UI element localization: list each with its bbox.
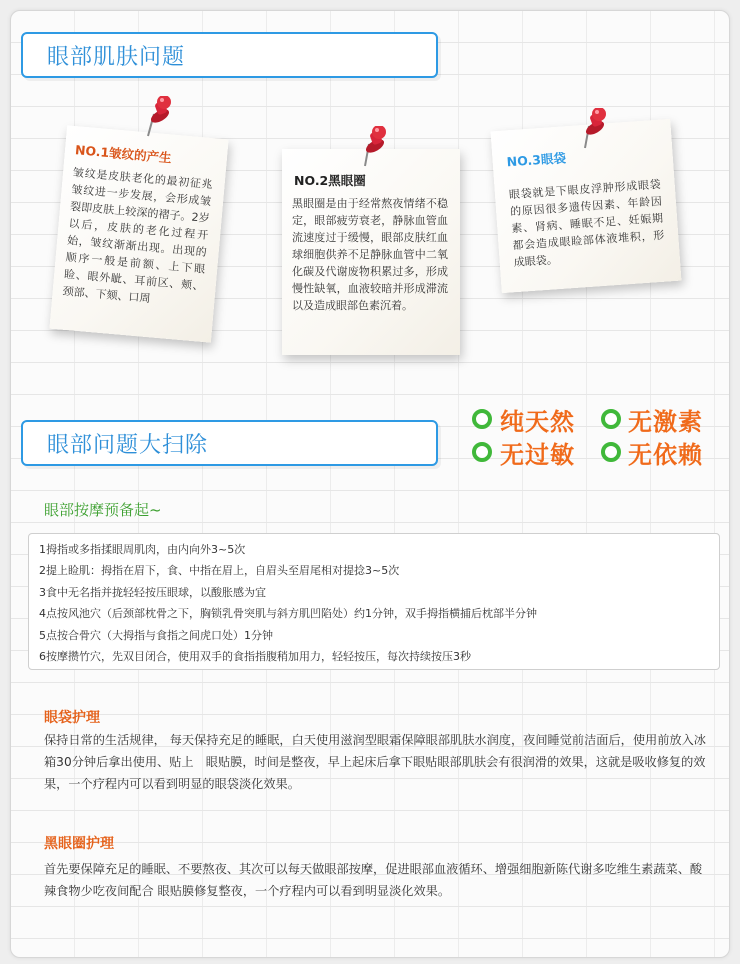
massage-steps-box	[28, 533, 720, 670]
massage-step: 5点按合骨穴（大拇指与食指之间虎口处）1分钟	[39, 628, 273, 642]
section-title-text: 眼部肌肤问题	[47, 45, 186, 70]
push-pin-icon	[140, 96, 180, 140]
eyebag-care-text: 保持日常的生活规律， 每天保持充足的睡眠，白天使用滋润型眼霜保障眼部肌肤水润度，夜间睡觉前洁面后，使用前放入冰箱30分钟后拿出使用、贴上 眼贴膜，时间是整夜，早上起床后拿下眼贴眼部肌肤会有很润滑的效果，这就是吸收修复的效果，一个疗程内可以看到明显的眼袋淡化效果。	[44, 733, 706, 791]
massage-heading: 眼部按摩预备起~	[44, 501, 162, 519]
green-ring-icon	[472, 409, 492, 429]
green-ring-icon	[472, 442, 492, 462]
feature-no-hormone: 无激素	[628, 408, 703, 436]
push-pin-icon	[355, 126, 395, 170]
note-dark-circles	[282, 149, 460, 355]
note-text: 眼袋就是下眼皮浮肿形成眼袋的原因很多遗传因素、年龄因素、肾病、睡眠不足、妊娠期都会造成眼睑部体液堆积，形成眼袋。	[508, 177, 665, 270]
eyebag-care-heading: 眼袋护理	[44, 710, 100, 726]
dark-circle-care-text: 首先要保障充足的睡眠、不要熬夜、其次可以每天做眼部按摩，促进眼部血液循环、增强细胞新陈代谢多吃维生素蔬菜、酸辣食物少吃夜间配合 眼贴膜修复整夜，一个疗程内可以看到明显淡化效果。	[44, 862, 703, 898]
massage-step: 2提上睑肌：拇指在眉下，食、中指在眉上，自眉头至眉尾相对提捻3~5次	[39, 564, 400, 578]
section-title-eye-skin	[21, 32, 438, 78]
note-title: NO.2黑眼圈	[294, 173, 366, 188]
dark-circle-care-heading: 黑眼圈护理	[44, 836, 114, 852]
green-ring-icon	[601, 442, 621, 462]
massage-step: 1拇指或多指揉眼周肌肉，由内向外3~5次	[39, 543, 246, 556]
feature-no-allergy: 无过敏	[500, 441, 575, 469]
note-title: NO.3眼袋	[506, 150, 567, 170]
massage-step: 4点按风池穴（后颈部枕骨之下，胸锁乳骨突肌与斜方肌凹陷处）约1分钟，双手拇指横捕后枕部半分钟	[39, 607, 537, 621]
push-pin-icon	[575, 108, 615, 152]
note-title: NO.1皱纹的产生	[74, 142, 173, 166]
massage-step: 6按摩攒竹穴，先双目闭合，使用双手的食指指腹稍加用力，轻轻按压，每次持续按压3秒	[39, 650, 471, 664]
green-ring-icon	[601, 409, 621, 429]
feature-no-dependence: 无依赖	[628, 441, 703, 469]
section-title-eye-scan	[21, 420, 438, 466]
note-text: 黑眼圈是由于经常熬夜情绪不稳定，眼部疲劳衰老，静脉血管血流速度过于缓慢，眼部皮肤红血球细胞供养不足静脉血管中二氧化碳及代谢废物积累过多，形成慢性缺氧，血液较暗并形成滞流以及造成眼部色素沉着。	[292, 197, 448, 312]
note-text: 皱纹是皮肤老化的最初征兆皱纹进一步发展，会形成皱裂即皮肤上较深的褶子。2岁以后，皮肤的老化过程开始，皱纹渐渐出现。出现的顺序一般是前额、上下眼睑、眼外眦、耳前区、颊、颈部、下颏、口周	[62, 166, 214, 306]
note-wrinkles	[49, 125, 228, 342]
section-title-text: 眼部问题大扫除	[47, 433, 209, 458]
massage-step: 3食中无名指并拢轻轻按压眼球，以酸胀感为宜	[39, 585, 266, 599]
feature-natural: 纯天然	[500, 408, 575, 436]
